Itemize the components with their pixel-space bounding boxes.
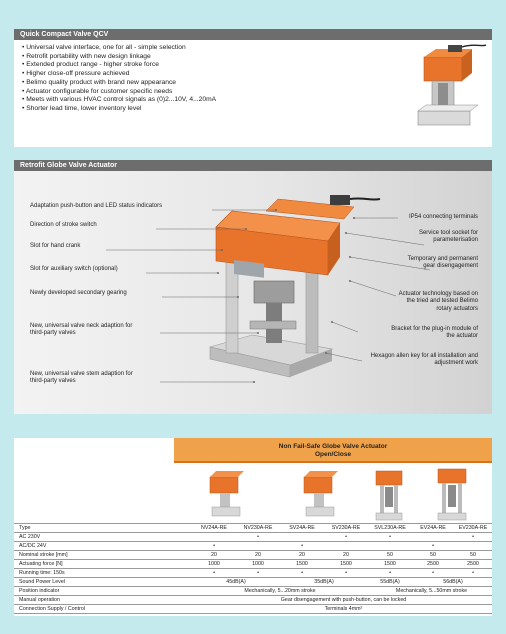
retrofit-panel	[14, 160, 492, 414]
table-row	[14, 541, 492, 550]
table-cell: 2500	[467, 561, 479, 567]
table-cell: SVL230A-RE	[374, 525, 406, 531]
product-image-ev	[426, 465, 478, 523]
table-cell: 1500	[340, 561, 352, 567]
label-hand-crank-slot: Slot for hand crank	[30, 243, 81, 249]
row-label: Type	[19, 525, 31, 531]
table-cell: •	[472, 570, 474, 576]
row-label: AC 230V	[19, 534, 41, 540]
row-label: Manual operation	[19, 597, 60, 603]
product-image-svl	[366, 465, 418, 523]
row-label: Nominal stroke [mm]	[19, 552, 68, 558]
row-label: Running time: 150s	[19, 570, 65, 576]
qcv-actuator-image	[14, 29, 492, 147]
table-row-position	[14, 586, 492, 595]
table-cell: SV24A-RE	[289, 525, 315, 531]
table-row	[14, 568, 492, 577]
label-ip54-terminals: IP54 connecting terminals	[408, 214, 478, 220]
table-row	[14, 523, 492, 532]
table-cell: •	[301, 543, 303, 549]
table-cell: •	[345, 534, 347, 540]
table-cell: 20	[343, 552, 349, 558]
label-adaptation-push-button: Adaptation push-button and LED status indicators	[30, 203, 163, 209]
qcv-bullet: • Universal valve interface, one for all - simple selection	[22, 44, 322, 53]
table-cell: 55dB(A)	[380, 579, 400, 585]
product-image-nv	[200, 465, 252, 523]
table-cell: 20	[255, 552, 261, 558]
qcv-panel	[14, 29, 492, 147]
table-cell: 56dB(A)	[443, 579, 463, 585]
spec-table-panel	[14, 438, 492, 616]
table-cell: 20	[211, 552, 217, 558]
table-cell: 1000	[252, 561, 264, 567]
table-cell: 1000	[208, 561, 220, 567]
table-cell: •	[472, 534, 474, 540]
table-row-sound	[14, 577, 492, 586]
table-cell: 2500	[427, 561, 439, 567]
table-cell: SV230A-RE	[331, 525, 361, 531]
row-label: Actuating force [N]	[19, 561, 63, 567]
table-cell: 1500	[296, 561, 308, 567]
table-row-connection	[14, 604, 492, 614]
table-row	[14, 550, 492, 559]
label-secondary-gearing: Newly developed secondary gearing	[30, 290, 127, 296]
table-cell: •	[389, 570, 391, 576]
table-cell: Gear disengagement with push-button, can be locked	[280, 597, 407, 603]
row-label: Connection Supply / Control	[19, 606, 85, 612]
product-image-sv	[292, 465, 344, 523]
label-gear-disengagement: Temporary and permanent gear disengagement	[407, 256, 478, 270]
qcv-bullet: • Actuator configurable for customer specific needs	[22, 88, 322, 97]
table-cell: •	[213, 570, 215, 576]
table-cell: •	[389, 534, 391, 540]
label-hexagon-allen-key: Hexagon allen key for all installation and adjustment work	[370, 353, 478, 367]
qcv-bullet: • Shorter lead time, lower inventory level	[22, 105, 322, 114]
qcv-bullet: • Retrofit portability with new design linkage	[22, 53, 322, 62]
table-cell: •	[345, 570, 347, 576]
table-cell: •	[301, 570, 303, 576]
table-cell: 50	[470, 552, 476, 558]
row-label: Sound Power Level	[19, 579, 65, 585]
row-label: AC/DC 24V	[19, 543, 47, 549]
spec-table-title: Non Fail-Safe Globe Valve Actuator Open/Close	[174, 438, 492, 463]
qcv-bullet: • Extended product range - higher stroke force	[22, 61, 322, 70]
table-cell: •	[257, 534, 259, 540]
retrofit-header: Retrofit Globe Valve Actuator	[14, 160, 492, 171]
table-cell: 1500	[384, 561, 396, 567]
table-cell: EV24A-RE	[420, 525, 446, 531]
label-valve-stem-adaption: New, universal valve stem adaption for third-party valves	[30, 371, 133, 385]
retrofit-diagram	[14, 171, 492, 414]
table-row	[14, 532, 492, 541]
table-cell: EV230A-RE	[458, 525, 488, 531]
table-row	[14, 559, 492, 568]
table-cell: 50	[430, 552, 436, 558]
table-cell: 35dB(A)	[314, 579, 334, 585]
table-cell: NV24A-RE	[201, 525, 227, 531]
table-cell: Terminals 4mm²	[324, 606, 363, 612]
qcv-bullet: • Belimo quality product with brand new appearance	[22, 79, 322, 88]
label-auxiliary-switch-slot: Slot for auxiliary switch (optional)	[30, 266, 118, 272]
label-stroke-switch: Direction of stroke switch	[30, 222, 97, 228]
table-cell: 20	[299, 552, 305, 558]
qcv-bullet: • Higher close-off pressure achieved	[22, 70, 322, 79]
label-plug-in-bracket: Bracket for the plug-in module of the actuator	[391, 326, 478, 340]
table-cell: •	[257, 570, 259, 576]
table-cell: Mechanically, 5...50mm stroke	[395, 588, 468, 594]
table-cell: •	[432, 543, 434, 549]
table-cell: NV230A-RE	[243, 525, 273, 531]
qcv-header: Quick Compact Valve QCV	[14, 29, 492, 40]
table-cell: 50	[387, 552, 393, 558]
label-service-tool-socket: Service tool socket for parameterisation	[418, 230, 478, 244]
qcv-bullet: • Meets with various HVAC control signals as (0)2...10V, 4...20mA	[22, 96, 322, 105]
table-row-manual	[14, 595, 492, 604]
row-label: Position indicator	[19, 588, 60, 594]
table-cell: •	[432, 570, 434, 576]
label-valve-neck-adaption: New, universal valve neck adaption for third-party valves	[30, 323, 133, 337]
table-cell: Mechanically, 5...20mm stroke	[244, 588, 316, 594]
label-actuator-technology: Actuator technology based on the tried and tested Belimo rotary actuators	[398, 291, 478, 312]
table-cell: •	[213, 543, 215, 549]
table-cell: 45dB(A)	[226, 579, 246, 585]
